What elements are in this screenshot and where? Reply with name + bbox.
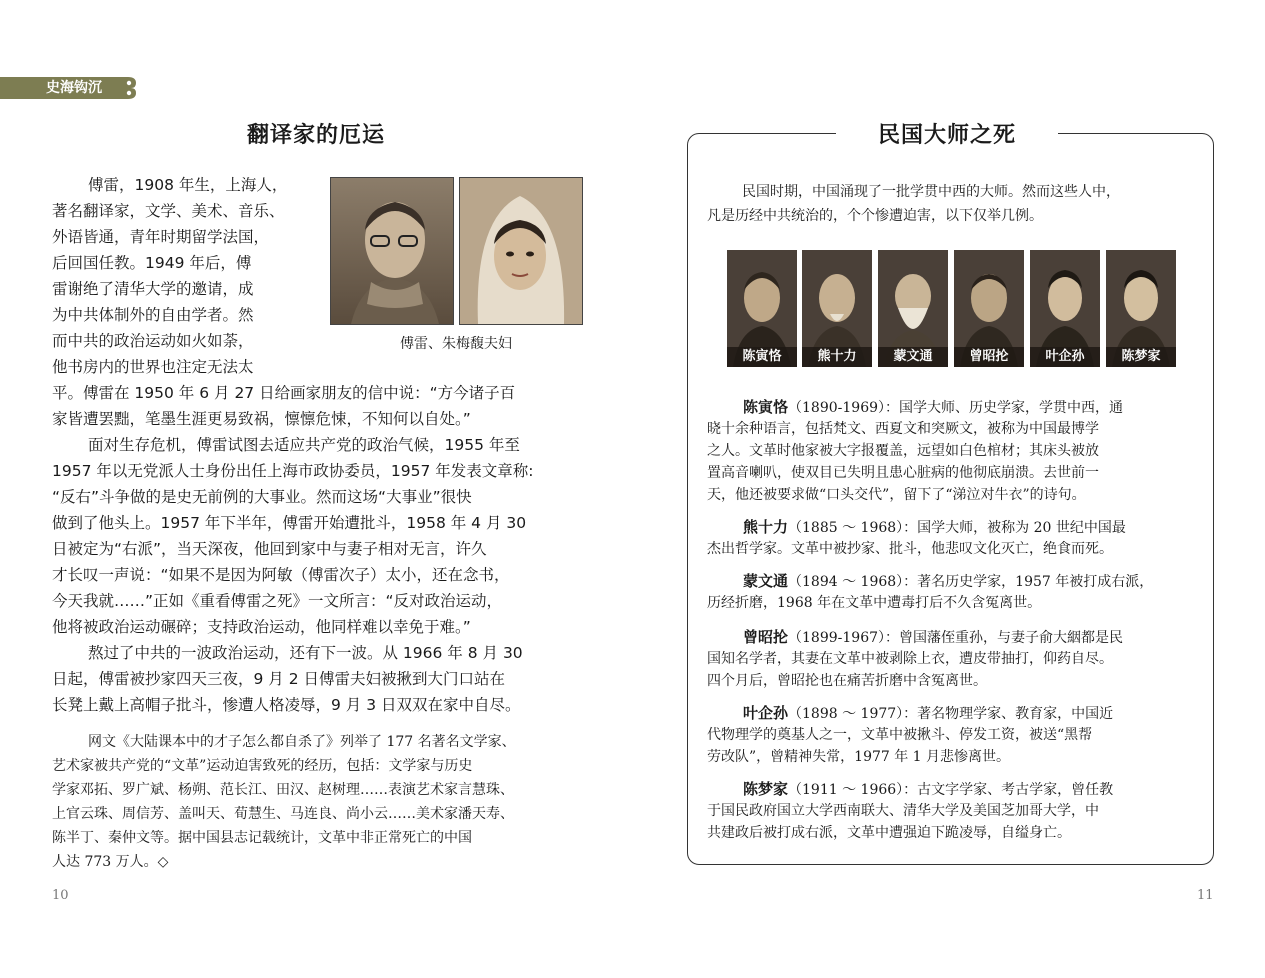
entry-line: 劳改队”，曾精神失常，1977 年 1 月悲惨离世。 bbox=[707, 749, 1011, 765]
note-line: 陈半丁、秦仲文等。据中国县志记载统计，文革中非正常死亡的中国 bbox=[52, 830, 472, 846]
entry-name: 熊十力 bbox=[743, 518, 789, 536]
photo-zhu-meifu bbox=[459, 177, 583, 325]
entry-line: 历经折磨，1968 年在文革中遭毒打后不久含冤离世。 bbox=[707, 595, 1042, 611]
entry-text: （1890-1969）：国学大师、历史学家，学贯中西，通 bbox=[788, 400, 1124, 416]
para-line: 外语皆通，青年时期留学法国， bbox=[52, 228, 270, 246]
note-line: 网文《大陆课本中的才子怎么都自杀了》列举了 177 名著名文学家、 bbox=[88, 734, 516, 750]
entry-name: 曾昭抡 bbox=[743, 628, 789, 646]
portrait-name: 陈寅恪 bbox=[727, 347, 797, 367]
para-line: 雷谢绝了清华大学的邀请，成 bbox=[52, 280, 254, 298]
para-line: 今天我就……”正如《重看傅雷之死》一文所言：“反对政治运动， bbox=[52, 592, 503, 610]
para-line: 家皆遭罢黜，笔墨生涯更易致祸，懔懔危悚，不知何以自处。” bbox=[52, 410, 471, 428]
portrait-name: 叶企孙 bbox=[1030, 347, 1100, 367]
entry-line bbox=[707, 702, 1191, 726]
para-line: 长凳上戴上高帽子批斗，惨遭人格凌辱，9 月 3 日双双在家中自尽。 bbox=[52, 696, 521, 714]
entry-line: 之人。文革时他家被大字报覆盖，远望如白色棺材；其床头被放 bbox=[707, 443, 1099, 459]
photo-fu-lei bbox=[330, 177, 454, 325]
para-line: 他书房内的世界也注定无法太 bbox=[52, 358, 254, 376]
entry-name: 陈寅恪 bbox=[743, 398, 789, 416]
entry-line: 置高音喇叭，使双目已失明且患心脏病的他彻底崩溃。去世前一 bbox=[707, 465, 1099, 481]
entry-line: 于国民政府国立大学西南联大、清华大学及美国芝加哥大学，中 bbox=[707, 803, 1099, 819]
portrait-zeng-zhaolun bbox=[954, 250, 1024, 367]
photo-caption: 傅雷、朱梅馥夫妇 bbox=[400, 336, 512, 352]
para-line: 傅雷，1908 年生，上海人， bbox=[88, 176, 288, 194]
para-line: 熬过了中共的一波政治运动，还有下一波。从 1966 年 8 月 30 bbox=[88, 644, 523, 662]
entry-name: 叶企孙 bbox=[743, 704, 789, 722]
entry-line bbox=[707, 778, 1191, 802]
para-line: 日起，傅雷被抄家四天三夜，9 月 2 日傅雷夫妇被揪到大门口站在 bbox=[52, 670, 506, 688]
entry-name: 蒙文通 bbox=[743, 572, 789, 590]
note-line: 上官云珠、周信芳、盖叫天、荀慧生、马连良、尚小云……美术家潘天寿、 bbox=[52, 806, 514, 822]
portrait-name: 熊十力 bbox=[802, 347, 872, 367]
entry-text: （1899-1967）：曾国藩侄重孙，与妻子俞大絪都是民 bbox=[788, 630, 1124, 646]
para-line: 他将被政治运动碾碎；支持政治运动，他同样难以幸免于难。” bbox=[52, 618, 471, 636]
entry-name: 陈梦家 bbox=[743, 780, 789, 798]
portrait-meng-wentong bbox=[878, 250, 948, 367]
entry-text: （1898 ～ 1977）：著名物理学家、教育家，中国近 bbox=[788, 706, 1114, 722]
para-line: 做到了他头上。1957 年下半年，傅雷开始遭批斗，1958 年 4 月 30 bbox=[52, 514, 527, 532]
portrait-xiong-shili bbox=[802, 250, 872, 367]
portrait-name: 曾昭抡 bbox=[954, 347, 1024, 367]
para-line: 平。傅雷在 1950 年 6 月 27 日给画家朋友的信中说：“方今诸子百 bbox=[52, 384, 516, 402]
entry-line: 四个月后，曾昭抡也在痛苦折磨中含冤离世。 bbox=[707, 673, 987, 689]
portrait-chen-yinke bbox=[727, 250, 797, 367]
portrait-name: 陈梦家 bbox=[1106, 347, 1176, 367]
entry-line: 天，他还被要求做“口头交代”，留下了“涕泣对牛衣”的诗句。 bbox=[707, 487, 1086, 503]
entry-text: （1894 ～ 1968）：著名历史学家，1957 年被打成右派， bbox=[788, 574, 1154, 590]
para-line: 日被定为“右派”，当天深夜，他回到家中与妻子相对无言，许久 bbox=[52, 540, 487, 558]
para-line: 而中共的政治运动如火如荼， bbox=[52, 332, 254, 350]
portrait-chen-mengjia bbox=[1106, 250, 1176, 367]
entry-line: 代物理学的奠基人之一，文革中被揪斗、停发工资，被送“黑帮 bbox=[707, 727, 1093, 743]
entry-line: 杰出哲学家。文革中被抄家、批斗，他悲叹文化灭亡，绝食而死。 bbox=[707, 541, 1113, 557]
intro-line: 民国时期，中国涌现了一批学贯中西的大师。然而这些人中， bbox=[742, 184, 1120, 200]
para-line: 后回国任教。1949 年后，傅 bbox=[52, 254, 252, 272]
portrait-ye-qisun bbox=[1030, 250, 1100, 367]
para-line: 著名翻译家，文学、美术、音乐、 bbox=[52, 202, 285, 220]
para-line: “反右”斗争做的是史无前例的大事业。然而这场“大事业”很快 bbox=[52, 488, 472, 506]
para-line: 为中共体制外的自由学者。然 bbox=[52, 306, 254, 324]
right-page-title: 民国大师之死 bbox=[877, 123, 1016, 148]
page-number-left: 10 bbox=[52, 888, 69, 903]
para-line: 面对生存危机，傅雷试图去适应共产党的政治气候，1955 年至 bbox=[88, 436, 520, 454]
left-page-title: 翻译家的厄运 bbox=[246, 123, 385, 148]
note-line: 艺术家被共产党的“文革”运动迫害致死的经历，包括：文学家与历史 bbox=[52, 758, 473, 774]
page-number-right: 11 bbox=[1197, 888, 1214, 903]
scroll-ornament-icon bbox=[120, 77, 138, 99]
intro-line: 凡是历经中共统治的，个个惨遭迫害，以下仅举几例。 bbox=[707, 208, 1043, 224]
entry-line bbox=[707, 516, 1191, 540]
section-tab: 史海钩沉 bbox=[0, 77, 122, 99]
para-line: 才长叹一声说：“如果不是因为阿敏（傅雷次子）太小，还在念书， bbox=[52, 566, 510, 584]
entry-line bbox=[707, 570, 1191, 594]
note-line: 人达 773 万人。◇ bbox=[52, 854, 169, 870]
note-line: 学家邓拓、罗广斌、杨朔、范长江、田汉、赵树理……表演艺术家言慧珠、 bbox=[52, 782, 514, 798]
portrait-name: 蒙文通 bbox=[878, 347, 948, 367]
entry-line bbox=[707, 626, 1191, 650]
entry-line bbox=[707, 396, 1191, 420]
para-line: 1957 年以无党派人士身份出任上海市政协委员，1957 年发表文章称: bbox=[52, 462, 534, 480]
entry-line: 晓十余种语言，包括梵文、西夏文和突厥文，被称为中国最博学 bbox=[707, 421, 1099, 437]
entry-line: 国知名学者，其妻在文革中被剥除上衣，遭皮带抽打，仰药自尽。 bbox=[707, 651, 1113, 667]
entry-text: （1911 ～ 1966）：古文字学家、考古学家，曾任教 bbox=[788, 782, 1114, 798]
entry-line: 共建政后被打成右派，文革中遭强迫下跪凌辱，自缢身亡。 bbox=[707, 825, 1071, 841]
entry-text: （1885 ～ 1968）：国学大师，被称为 20 世纪中国最 bbox=[788, 520, 1126, 536]
